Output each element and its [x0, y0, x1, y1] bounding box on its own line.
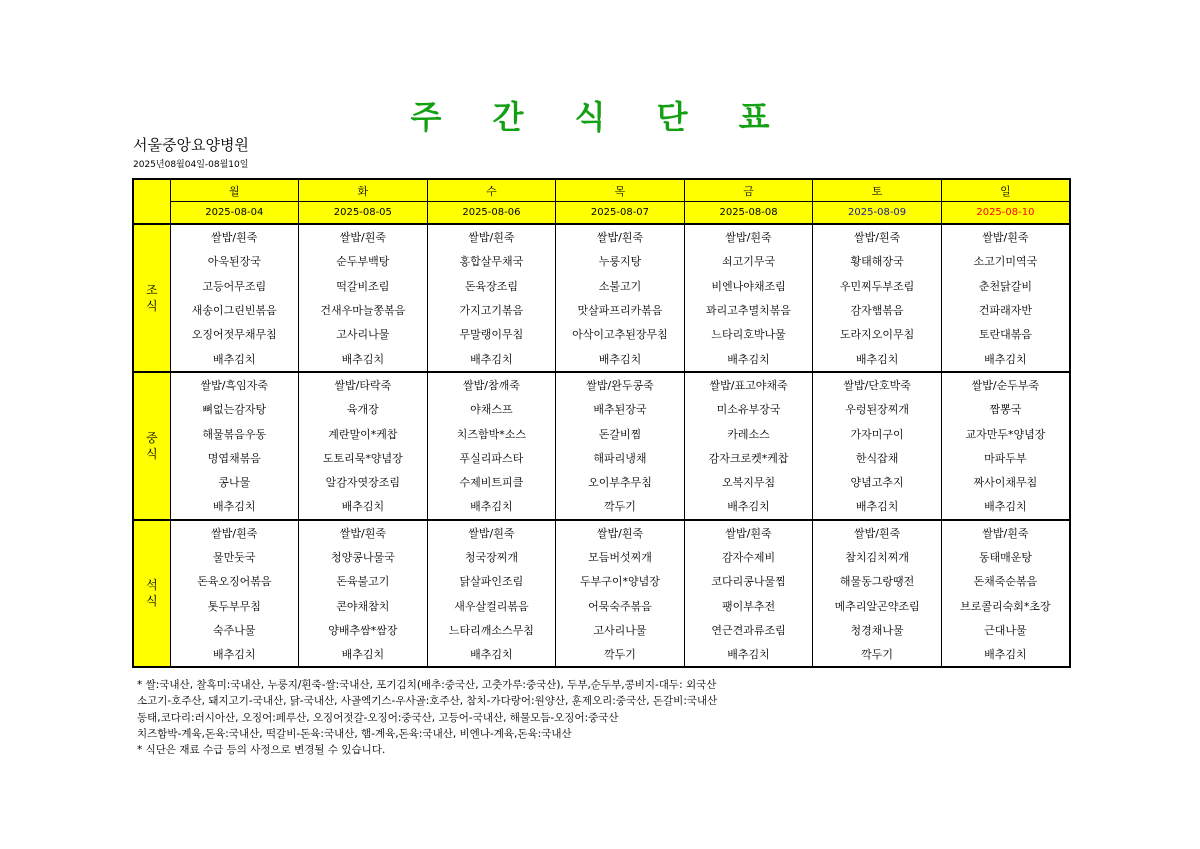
day-name-tue: 화 — [299, 179, 428, 202]
date-row — [133, 202, 1070, 225]
menu-item: 우렁된장찌개 — [813, 397, 942, 421]
menu-item: 콘야채참치 — [299, 593, 428, 617]
menu-item: 쇠고기무국 — [684, 249, 813, 273]
menu-item: 배추김치 — [941, 642, 1070, 667]
menu-item: 쌀밥/단호박죽 — [813, 372, 942, 397]
table-row — [133, 346, 1070, 371]
menu-item: 닭살파인조림 — [427, 569, 556, 593]
note-line: 동태,코다리:러시아산, 오징어:페루산, 오징어젓갈-오징어:중국산, 고등어-국내산, 해물모듬-오징어:중국산 — [137, 711, 619, 724]
menu-item: 팽이부추전 — [684, 593, 813, 617]
menu-item: 쌀밥/흰죽 — [299, 520, 428, 545]
meal-label-char: 중 — [145, 430, 158, 445]
day-name-row — [133, 179, 1070, 202]
table-row — [133, 494, 1070, 519]
menu-item: 양배추쌈*쌈장 — [299, 618, 428, 642]
meal-label-char: 식 — [145, 298, 158, 313]
table-row — [133, 372, 1070, 397]
menu-item: 깍두기 — [556, 494, 685, 519]
menu-item: 해물동그랑땡전 — [813, 569, 942, 593]
menu-item: 느타리호박나물 — [684, 322, 813, 346]
meal-label-breakfast — [133, 224, 170, 372]
table-row — [133, 470, 1070, 494]
menu-item: 콩나물 — [170, 470, 299, 494]
menu-item: 배추김치 — [299, 494, 428, 519]
menu-item: 참치김치찌개 — [813, 545, 942, 569]
menu-item: 두부구이*양념장 — [556, 569, 685, 593]
menu-item: 푸실리파스타 — [427, 446, 556, 470]
menu-item: 쌀밥/흰죽 — [684, 224, 813, 249]
menu-item: 누룽지탕 — [556, 249, 685, 273]
menu-item: 건새우마늘쫑볶음 — [299, 298, 428, 322]
note-line: 치즈함박-계육,돈육:국내산, 떡갈비-돈육:국내산, 햄-계육,돈육:국내산, 비엔나-계육,돈육:국내산 — [137, 727, 572, 740]
table-row — [133, 618, 1070, 642]
menu-item: 쌀밥/순두부죽 — [941, 372, 1070, 397]
menu-item: 떡갈비조림 — [299, 274, 428, 298]
menu-item: 카레소스 — [684, 421, 813, 445]
menu-item: 순두부백탕 — [299, 249, 428, 273]
day-name-wed: 수 — [427, 179, 556, 202]
menu-item: 느타리깨소스무침 — [427, 618, 556, 642]
menu-item: 해파리냉채 — [556, 446, 685, 470]
menu-item: 배추김치 — [684, 494, 813, 519]
menu-item: 마파두부 — [941, 446, 1070, 470]
menu-item: 배추김치 — [556, 346, 685, 371]
menu-item: 배추김치 — [813, 346, 942, 371]
page-title: 주 간 식 단 표 — [410, 98, 790, 136]
menu-item: 배추김치 — [684, 642, 813, 667]
menu-item: 한식잡채 — [813, 446, 942, 470]
table-row — [133, 545, 1070, 569]
menu-item: 배추김치 — [427, 642, 556, 667]
menu-item: 우민찌두부조림 — [813, 274, 942, 298]
menu-item: 오징어젓무채무침 — [170, 322, 299, 346]
corner-cell — [133, 179, 170, 224]
menu-item: 배추김치 — [941, 494, 1070, 519]
menu-item: 맛살파프리카볶음 — [556, 298, 685, 322]
day-name-sat: 토 — [813, 179, 942, 202]
notes-section — [137, 677, 717, 758]
table-row — [133, 274, 1070, 298]
table-row — [133, 569, 1070, 593]
menu-item: 알감자엿장조림 — [299, 470, 428, 494]
table-row — [133, 224, 1070, 249]
weekly-menu-table — [132, 178, 1071, 668]
menu-item: 감자크로켓*케찹 — [684, 446, 813, 470]
menu-item: 가자미구이 — [813, 421, 942, 445]
meal-label-char: 조 — [145, 282, 158, 297]
menu-item: 쌀밥/흰죽 — [556, 520, 685, 545]
table-row — [133, 593, 1070, 617]
table-row — [133, 397, 1070, 421]
menu-item: 배추김치 — [427, 346, 556, 371]
menu-item: 쌀밥/표고야채죽 — [684, 372, 813, 397]
menu-item: 쌀밥/흰죽 — [941, 224, 1070, 249]
menu-item: 명엽채볶음 — [170, 446, 299, 470]
menu-item: 쌀밥/흑임자죽 — [170, 372, 299, 397]
menu-item: 배추김치 — [941, 346, 1070, 371]
menu-item: 미소유부장국 — [684, 397, 813, 421]
menu-item: 톳두부무침 — [170, 593, 299, 617]
menu-item: 토란대볶음 — [941, 322, 1070, 346]
date-mon: 2025-08-04 — [170, 202, 299, 225]
hospital-name: 서울중앙요양병원 — [133, 136, 249, 154]
menu-item: 쌀밥/흰죽 — [299, 224, 428, 249]
menu-item: 근대나물 — [941, 618, 1070, 642]
menu-item: 어묵숙주볶음 — [556, 593, 685, 617]
menu-item: 건파래자반 — [941, 298, 1070, 322]
menu-item: 배추김치 — [299, 346, 428, 371]
date-wed: 2025-08-06 — [427, 202, 556, 225]
menu-item: 쌀밥/흰죽 — [170, 224, 299, 249]
table-row — [133, 520, 1070, 545]
day-name-thu: 목 — [556, 179, 685, 202]
menu-item: 쌀밥/흰죽 — [427, 224, 556, 249]
menu-item: 비엔나야채조림 — [684, 274, 813, 298]
menu-item: 메추리알곤약조림 — [813, 593, 942, 617]
menu-item: 배추김치 — [170, 642, 299, 667]
menu-item: 춘천닭갈비 — [941, 274, 1070, 298]
menu-item: 돈육장조림 — [427, 274, 556, 298]
menu-item: 황태해장국 — [813, 249, 942, 273]
menu-item: 코다리콩나물찜 — [684, 569, 813, 593]
menu-item: 도토리묵*양념장 — [299, 446, 428, 470]
menu-item: 소불고기 — [556, 274, 685, 298]
menu-item: 쌀밥/완두콩죽 — [556, 372, 685, 397]
menu-item: 쌀밥/흰죽 — [813, 224, 942, 249]
menu-item: 배추김치 — [684, 346, 813, 371]
menu-item: 도라지오이무침 — [813, 322, 942, 346]
meal-label-lunch — [133, 372, 170, 520]
menu-item: 돈육불고기 — [299, 569, 428, 593]
menu-item: 새송이그린빈볶음 — [170, 298, 299, 322]
menu-item: 연근견과류조림 — [684, 618, 813, 642]
menu-item: 숙주나물 — [170, 618, 299, 642]
menu-item: 교자만두*양념장 — [941, 421, 1070, 445]
menu-item: 고사리나물 — [299, 322, 428, 346]
menu-item: 감자햄볶음 — [813, 298, 942, 322]
menu-item: 청양콩나물국 — [299, 545, 428, 569]
menu-item: 깍두기 — [813, 642, 942, 667]
table-row — [133, 322, 1070, 346]
note-line: 소고기-호주산, 돼지고기-국내산, 닭-국내산, 사골엑기스-우사골:호주산, 참치-가다랑어:원양산, 훈제오리:중국산, 돈갈비:국내산 — [137, 695, 718, 708]
menu-item: 돈채죽순볶음 — [941, 569, 1070, 593]
menu-item: 쌀밥/참깨죽 — [427, 372, 556, 397]
menu-item: 배추김치 — [813, 494, 942, 519]
menu-item: 쌀밥/타락죽 — [299, 372, 428, 397]
menu-item: 배추김치 — [170, 494, 299, 519]
note-line: * 쌀:국내산, 찰흑미:국내산, 누룽지/흰죽-쌀:국내산, 포기김치(배추:중국산, 고춧가루:중국산), 두부,순두부,콩비지-대두: 외국산 — [137, 679, 717, 691]
date-sun: 2025-08-10 — [941, 202, 1070, 225]
menu-item: 쌀밥/흰죽 — [170, 520, 299, 545]
menu-item: 쌀밥/흰죽 — [813, 520, 942, 545]
menu-item: 무말랭이무침 — [427, 322, 556, 346]
menu-item: 배추김치 — [427, 494, 556, 519]
menu-item: 치즈함박*소스 — [427, 421, 556, 445]
menu-item: 청국장찌개 — [427, 545, 556, 569]
menu-item: 배추김치 — [170, 346, 299, 371]
menu-item: 깍두기 — [556, 642, 685, 667]
menu-item: 청경채나물 — [813, 618, 942, 642]
note-line: * 식단은 재료 수급 등의 사정으로 변경될 수 있습니다. — [137, 744, 386, 757]
menu-item: 고사리나물 — [556, 618, 685, 642]
table-row — [133, 642, 1070, 667]
menu-item: 양념고추지 — [813, 470, 942, 494]
menu-item: 짬뽕국 — [941, 397, 1070, 421]
day-name-mon: 월 — [170, 179, 299, 202]
menu-item: 아삭이고추된장무침 — [556, 322, 685, 346]
menu-item: 쌀밥/흰죽 — [684, 520, 813, 545]
menu-body — [133, 224, 1070, 667]
table-row — [133, 249, 1070, 273]
menu-item: 감자수제비 — [684, 545, 813, 569]
date-thu: 2025-08-07 — [556, 202, 685, 225]
menu-item: 모듬버섯찌개 — [556, 545, 685, 569]
menu-item: 꽈리고추멸치볶음 — [684, 298, 813, 322]
menu-item: 고등어무조림 — [170, 274, 299, 298]
table-row — [133, 421, 1070, 445]
meal-label-dinner — [133, 520, 170, 668]
menu-item: 홍합살무채국 — [427, 249, 556, 273]
date-fri: 2025-08-08 — [684, 202, 813, 225]
menu-item: 돈육오징어볶음 — [170, 569, 299, 593]
menu-item: 계란말이*케찹 — [299, 421, 428, 445]
menu-item: 동태매운탕 — [941, 545, 1070, 569]
menu-item: 쌀밥/흰죽 — [427, 520, 556, 545]
menu-item: 오복지무침 — [684, 470, 813, 494]
meal-label-char: 식 — [145, 446, 158, 461]
menu-item: 가지고기볶음 — [427, 298, 556, 322]
menu-item: 야채스프 — [427, 397, 556, 421]
menu-item: 짜사이채무침 — [941, 470, 1070, 494]
menu-item: 쌀밥/흰죽 — [556, 224, 685, 249]
menu-item: 쌀밥/흰죽 — [941, 520, 1070, 545]
menu-period: 2025년08월04일-08월10일 — [133, 160, 249, 170]
menu-item: 배추된장국 — [556, 397, 685, 421]
menu-item: 돈갈비찜 — [556, 421, 685, 445]
menu-item: 물만둣국 — [170, 545, 299, 569]
day-name-sun: 일 — [941, 179, 1070, 202]
menu-item: 뼈없는감자탕 — [170, 397, 299, 421]
table-row — [133, 446, 1070, 470]
menu-item: 해물볶음우동 — [170, 421, 299, 445]
menu-item: 아욱된장국 — [170, 249, 299, 273]
menu-item: 수제비트피클 — [427, 470, 556, 494]
table-row — [133, 298, 1070, 322]
menu-item: 오이부추무침 — [556, 470, 685, 494]
menu-item: 배추김치 — [299, 642, 428, 667]
meal-label-char: 석 — [145, 578, 158, 593]
date-sat: 2025-08-09 — [813, 202, 942, 225]
menu-item: 소고기미역국 — [941, 249, 1070, 273]
date-tue: 2025-08-05 — [299, 202, 428, 225]
day-name-fri: 금 — [684, 179, 813, 202]
menu-item: 새우살컬리볶음 — [427, 593, 556, 617]
menu-item: 육개장 — [299, 397, 428, 421]
menu-item: 브로콜리숙회*초장 — [941, 593, 1070, 617]
meal-label-char: 식 — [145, 594, 158, 609]
